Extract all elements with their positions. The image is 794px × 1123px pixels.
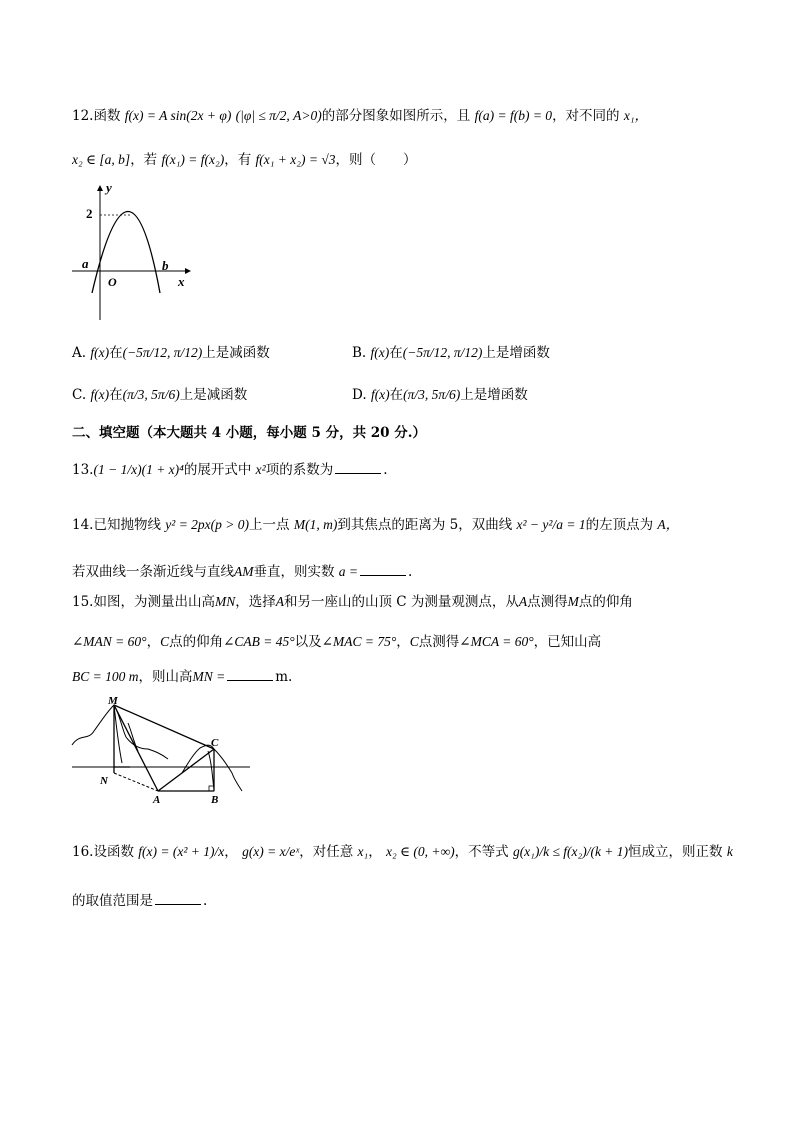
q12-line2: x₂ ∈ [a, b]，若 f(x₁) = f(x₂)，有 f(x₁ + x₂) = √3，则（ ） (72, 152, 417, 168)
graph-label-b: b (162, 258, 169, 273)
option-c[interactable]: C. f(x)在(π/3, 5π/6)上是减函数 (72, 387, 248, 403)
q16-line2: 的取值范围是 . (72, 893, 208, 909)
graph-label-x: x (178, 274, 185, 289)
q12-number: 12. (72, 108, 94, 124)
q15-line2: ∠MAN = 60°，C点的仰角∠CAB = 45°以及∠MAC = 75°，C点测得∠MCA = 60°，已知山高 (72, 634, 602, 650)
option-a[interactable]: A. f(x)在(−5π/12, π/12)上是减函数 (72, 345, 270, 361)
q14-answer-blank[interactable] (360, 563, 406, 576)
q12-line1: 12.函数 f(x) = A sin(2x + φ) (|φ| ≤ π/2, A>0)的部分图象如图所示，且 f(a) = f(b) = 0，对不同的 x₁， (72, 108, 649, 124)
q13-answer-blank[interactable] (335, 461, 381, 474)
fig-label-B: B (211, 794, 219, 806)
line-NA (114, 773, 158, 791)
q15-line1: 15.如图，为测量出山高MN，选择A和另一座山的山顶 C 为测量观测点，从A点测得M点的仰角 (72, 594, 633, 610)
q16-line1: 16.设函数 f(x) = (x² + 1)/x， g(x) = x/eˣ，对任意 x₁， x₂ ∈ (0, +∞)，不等式 g(x₁)/k ≤ f(x₂)/(k + 1)恒成立，则正数 k (72, 844, 733, 860)
option-b[interactable]: B. f(x)在(−5π/12, π/12)上是增函数 (352, 345, 550, 361)
fig-label-C: C (211, 737, 219, 749)
q16-answer-blank[interactable] (155, 892, 201, 905)
q14-line1: 14.已知抛物线 y² = 2px(p > 0)上一点 M(1, m)到其焦点的距离为 5，双曲线 x² − y²/a = 1的左顶点为 A， (72, 517, 680, 533)
sine-curve (92, 212, 160, 294)
graph-label-2: 2 (86, 206, 93, 221)
graph-label-a: a (82, 256, 89, 271)
q13-line: 13.(1 − 1/x)(1 + x)⁴的展开式中 x²项的系数为 . (72, 462, 388, 478)
q12-graph (70, 180, 200, 325)
option-d[interactable]: D. f(x)在(π/3, 5π/6)上是增函数 (352, 387, 528, 403)
fig-label-N: N (100, 775, 108, 787)
fig-label-M: M (108, 695, 118, 707)
graph-label-o: O (108, 275, 117, 289)
q15-answer-blank[interactable] (227, 668, 273, 681)
fig-label-A: A (153, 794, 161, 806)
q14-line2: 若双曲线一条渐近线与直线AM垂直，则实数 a = . (72, 564, 413, 580)
q15-mountain-figure (70, 693, 255, 808)
graph-label-y: y (106, 180, 112, 195)
q15-line3: BC = 100 m，则山高MN = m. (72, 669, 293, 685)
line-MA (114, 705, 158, 791)
line-AC (158, 749, 214, 791)
section-title: 二、填空题（本大题共 4 小题，每小题 5 分，共 20 分.） (72, 425, 426, 441)
